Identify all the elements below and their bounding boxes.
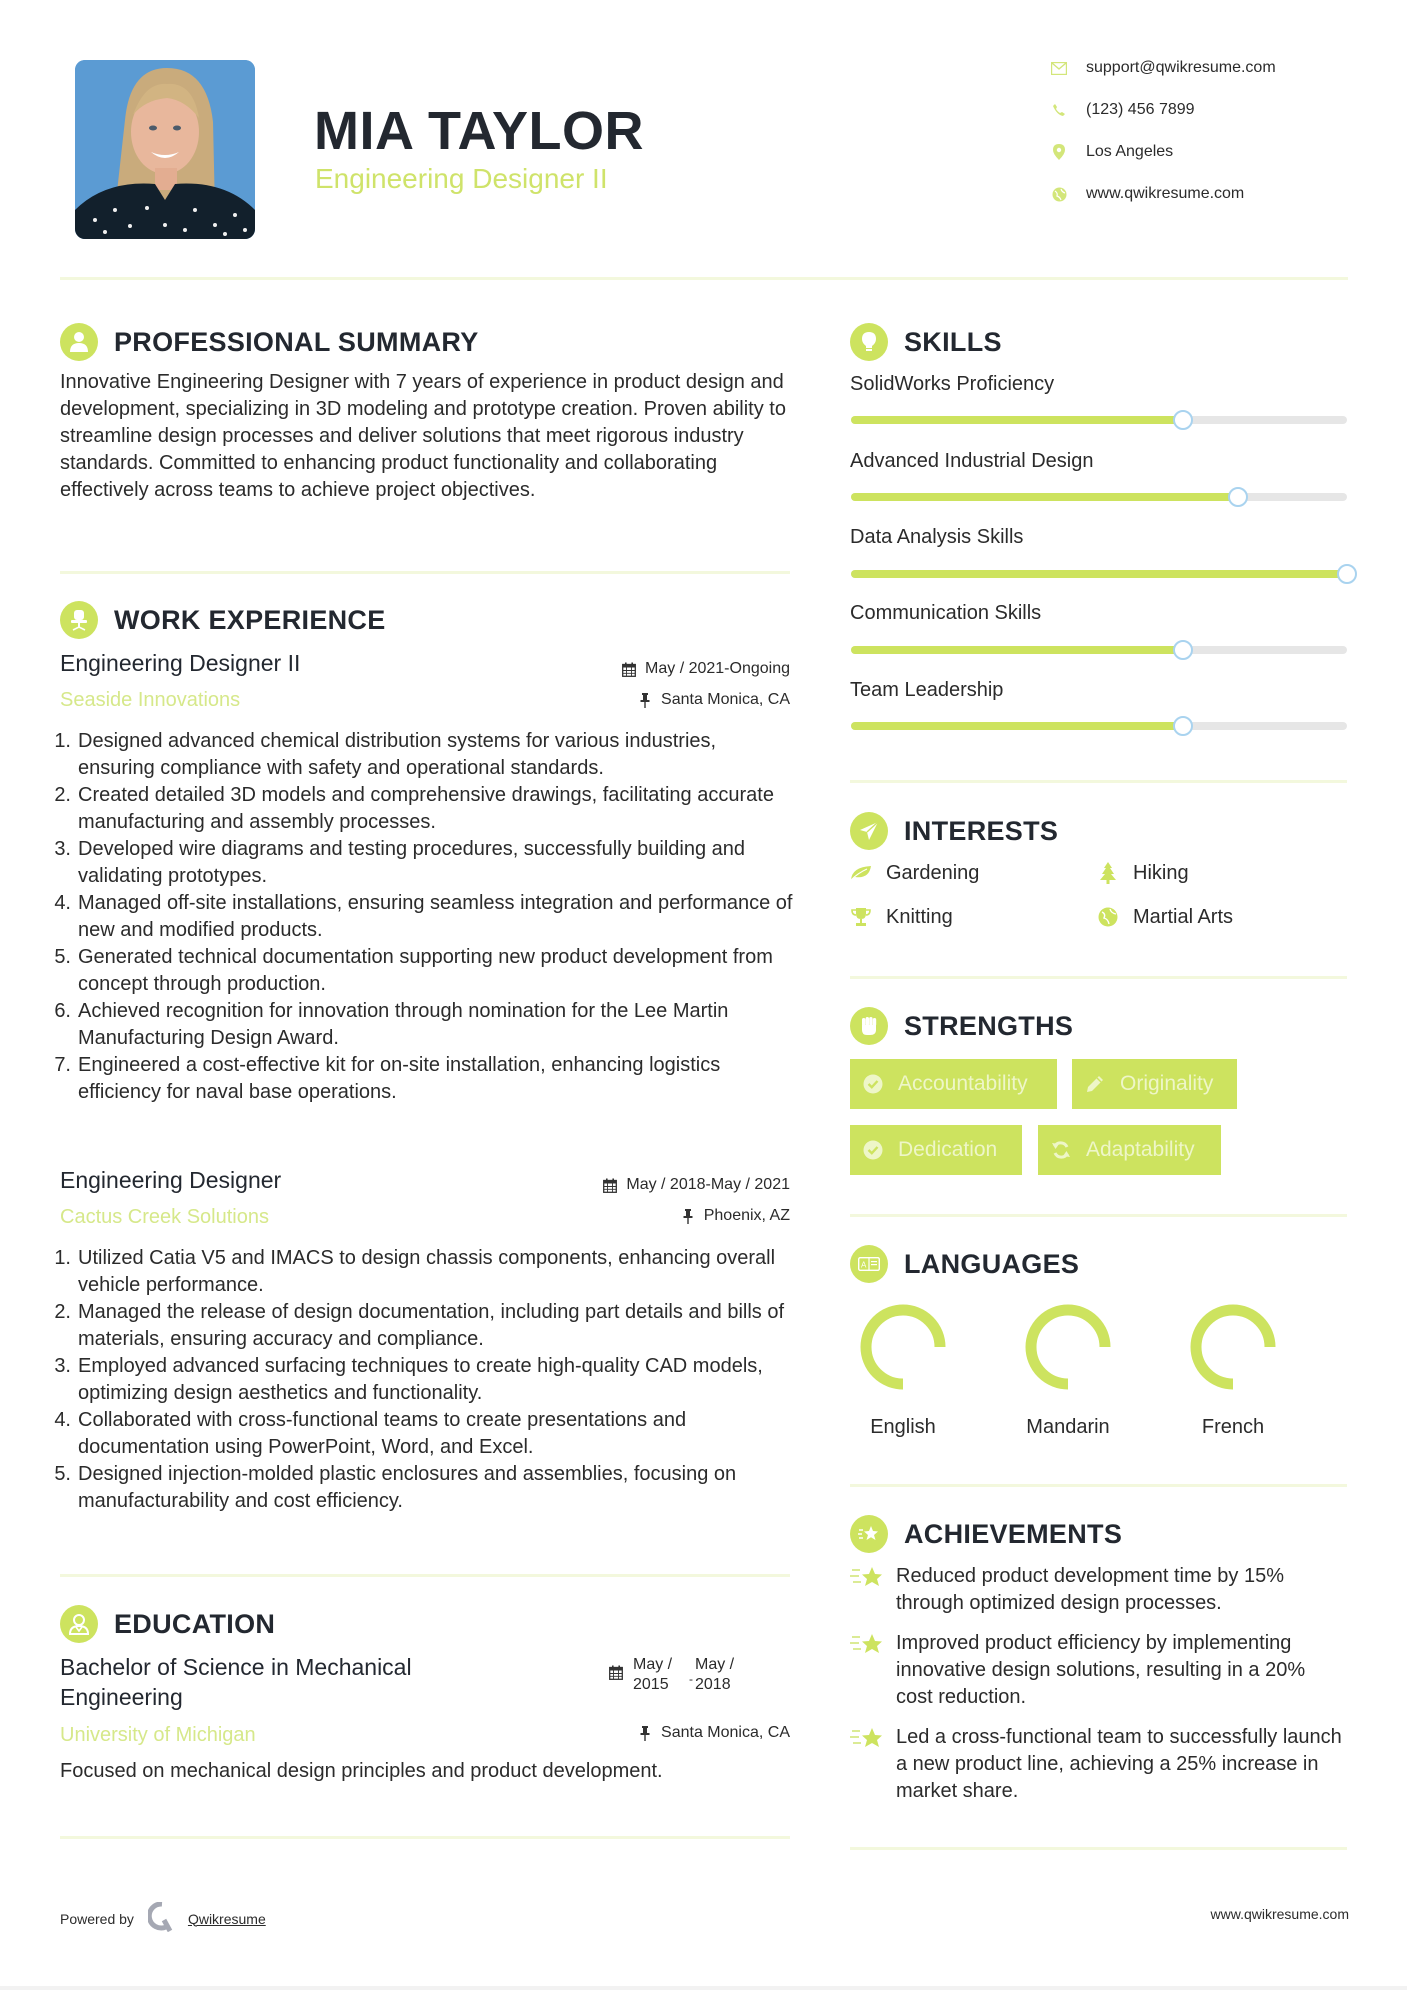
star-badge-icon bbox=[850, 1515, 888, 1553]
job-1-bullet: 3. Developed wire diagrams and testing procedures, successfully building and validating prototypes. bbox=[54, 838, 746, 887]
job-1-location bbox=[637, 689, 790, 711]
job-1-bullet: 6. Achieved recognition for innovation through nomination for the Lee Martin Manufacturing Design Award. bbox=[54, 1000, 729, 1049]
achievement-item: Improved product efficiency by implementing innovative design solutions, resulting in a 20% cost reduction. bbox=[850, 1630, 1346, 1711]
language-ring-arc bbox=[1031, 1310, 1105, 1384]
profile-photo-image bbox=[75, 60, 255, 239]
work-divider bbox=[60, 1574, 790, 1577]
skill-bar-knob bbox=[1337, 564, 1357, 584]
skill-bar-knob bbox=[1173, 410, 1193, 430]
education-location bbox=[637, 1722, 790, 1744]
languages-heading bbox=[850, 1244, 1079, 1284]
job-1-dates-text: May / 2021-Ongoing bbox=[645, 660, 790, 677]
skill-bar-fill bbox=[851, 646, 1183, 654]
leaf-icon bbox=[850, 862, 872, 884]
job-2-bullet: 4. Collaborated with cross-functional teams to create presentations and documentation using PowerPoint, Word, and Excel. bbox=[54, 1409, 687, 1458]
skill-bar-knob bbox=[1173, 640, 1193, 660]
svg-text:A: A bbox=[861, 1260, 867, 1270]
globe-icon bbox=[1097, 906, 1119, 928]
skill-bar bbox=[851, 646, 1347, 654]
interests-title: INTERESTS bbox=[904, 815, 1059, 846]
summary-divider bbox=[60, 571, 790, 574]
skill-bar bbox=[851, 416, 1347, 424]
skill-bar-fill bbox=[851, 722, 1183, 730]
skill-label: Data Analysis Skills bbox=[850, 526, 1024, 548]
work-heading bbox=[60, 600, 386, 640]
job-1-bullet: 4. Managed off-site installations, ensuring seamless integration and performance of new and modified products. bbox=[54, 892, 793, 941]
skill-bar-fill bbox=[851, 570, 1347, 578]
job-1-role: Engineering Designer II bbox=[60, 650, 301, 676]
contact-email-text: support@qwikresume.com bbox=[1086, 59, 1276, 76]
skill-bar bbox=[851, 570, 1347, 578]
language-name: French bbox=[1201, 1416, 1265, 1438]
language-item bbox=[1008, 1302, 1128, 1439]
job-2-bullet: 1. Utilized Catia V5 and IMACS to design chassis components, enhancing overall vehicle performance. bbox=[54, 1247, 776, 1296]
strength-badge: Adaptability bbox=[1038, 1125, 1221, 1175]
skill-bar-knob bbox=[1173, 716, 1193, 736]
education-divider bbox=[60, 1836, 790, 1839]
map-pin-icon bbox=[1050, 143, 1068, 161]
achievement-item: Reduced product development time by 15% through optimized design processes. bbox=[850, 1563, 1346, 1617]
shooting-star-icon bbox=[850, 1630, 884, 1658]
education-start: May / 2015 bbox=[633, 1656, 673, 1693]
job-2-bullet: 2. Managed the release of design documentation, including part details and bills of materials, ensuring accuracy and compliance. bbox=[54, 1301, 785, 1350]
achievement-item: Led a cross-functional team to successfully launch a new product line, achieving a 25% increase in market share. bbox=[850, 1724, 1346, 1805]
job-2-location bbox=[680, 1205, 790, 1227]
trophy-icon bbox=[850, 906, 872, 928]
language-ring bbox=[858, 1302, 948, 1392]
strength-badge: Accountability bbox=[850, 1059, 1057, 1109]
calendar-icon bbox=[602, 1177, 618, 1193]
refresh-icon bbox=[1050, 1139, 1072, 1161]
education-degree: Bachelor of Science in Mechanical Engineering bbox=[60, 1654, 412, 1710]
job-2-location-text: Phoenix, AZ bbox=[703, 1207, 790, 1224]
interests-heading bbox=[850, 811, 1058, 851]
education-location-text: Santa Monica, CA bbox=[661, 1724, 790, 1741]
achievements-title: ACHIEVEMENTS bbox=[904, 1518, 1123, 1549]
job-1-bullet: 1. Designed advanced chemical distribution systems for various industries, ensuring compliance with safety and operational standards. bbox=[54, 730, 717, 779]
header-divider bbox=[60, 277, 1348, 280]
language-ring-arc bbox=[866, 1310, 940, 1384]
languages-title: LANGUAGES bbox=[904, 1248, 1080, 1279]
envelope-icon bbox=[1050, 59, 1068, 77]
tree-icon bbox=[1097, 862, 1119, 884]
office-chair-icon bbox=[60, 601, 98, 639]
interest-item: Martial Arts bbox=[1097, 903, 1233, 931]
candidate-name: MIA TAYLOR bbox=[314, 101, 645, 161]
job-1-location-text: Santa Monica, CA bbox=[661, 691, 790, 708]
interests-divider bbox=[850, 976, 1347, 979]
job-1-bullets bbox=[54, 728, 795, 1106]
skill-label: Communication Skills bbox=[850, 602, 1042, 624]
job-1-bullet: 5. Generated technical documentation supporting new product development from concept through production. bbox=[54, 946, 773, 995]
interest-item: Hiking bbox=[1097, 859, 1189, 887]
job-1-bullet: 7. Engineered a cost-effective kit for on-site installation, enhancing logistics efficiency for naval base operations. bbox=[54, 1054, 721, 1103]
contact-location bbox=[1050, 140, 1173, 164]
phone-icon bbox=[1050, 101, 1068, 119]
contact-website-text: www.qwikresume.com bbox=[1086, 185, 1245, 202]
contact-email[interactable] bbox=[1050, 56, 1276, 80]
skill-bar bbox=[851, 493, 1347, 501]
footer-website[interactable]: www.qwikresume.com bbox=[1210, 1906, 1349, 1922]
education-end: May / 2018 bbox=[695, 1656, 735, 1693]
language-item bbox=[843, 1302, 963, 1439]
fist-icon bbox=[850, 1007, 888, 1045]
education-heading bbox=[60, 1604, 275, 1644]
footer-powered-by bbox=[60, 1902, 266, 1935]
contact-website[interactable] bbox=[1050, 182, 1244, 206]
qwikresume-logo-icon bbox=[148, 1902, 176, 1935]
language-item bbox=[1173, 1302, 1293, 1439]
languages-divider bbox=[850, 1484, 1347, 1487]
globe-icon bbox=[1050, 185, 1068, 203]
education-date-separator: - bbox=[689, 1672, 693, 1686]
job-2-company: Cactus Creek Solutions bbox=[60, 1206, 269, 1228]
skills-heading bbox=[850, 322, 1002, 362]
summary-title: PROFESSIONAL SUMMARY bbox=[114, 326, 479, 357]
candidate-title: Engineering Designer II bbox=[315, 163, 608, 194]
skill-bar-knob bbox=[1228, 487, 1248, 507]
education-dates bbox=[609, 1655, 734, 1695]
pushpin-icon bbox=[637, 692, 653, 708]
profile-photo bbox=[75, 60, 255, 239]
work-title: WORK EXPERIENCE bbox=[114, 604, 386, 635]
language-name: English bbox=[870, 1416, 936, 1438]
graduate-icon bbox=[60, 1605, 98, 1643]
job-2-dates bbox=[602, 1174, 790, 1196]
check-circle-icon bbox=[862, 1139, 884, 1161]
skills-title: SKILLS bbox=[904, 326, 1002, 357]
contact-phone-text: (123) 456 7899 bbox=[1086, 101, 1195, 118]
skill-bar-fill bbox=[851, 416, 1183, 424]
qwikresume-link[interactable]: Qwikresume bbox=[187, 1910, 266, 1927]
job-2-bullet: 3. Employed advanced surfacing techniques to create high-quality CAD models, optimizing design aesthetics and functionality. bbox=[54, 1355, 763, 1404]
skill-label: Team Leadership bbox=[850, 679, 1004, 701]
achievements-heading bbox=[850, 1514, 1122, 1554]
shooting-star-icon bbox=[850, 1724, 884, 1752]
translate-icon bbox=[850, 1245, 888, 1283]
contact-phone[interactable] bbox=[1050, 98, 1195, 122]
summary-heading bbox=[60, 322, 479, 362]
strengths-divider bbox=[850, 1214, 1347, 1217]
achievements-divider bbox=[850, 1847, 1347, 1850]
lightbulb-icon bbox=[850, 323, 888, 361]
skill-bar bbox=[851, 722, 1347, 730]
strengths-title: STRENGTHS bbox=[904, 1010, 1074, 1041]
calendar-icon bbox=[621, 661, 637, 677]
language-ring bbox=[1023, 1302, 1113, 1392]
education-title: EDUCATION bbox=[114, 1608, 276, 1639]
language-ring-arc bbox=[1196, 1310, 1270, 1384]
job-1-bullet: 2. Created detailed 3D models and comprehensive drawings, facilitating accurate manufacturing and assembly processes. bbox=[54, 784, 774, 833]
education-description: Focused on mechanical design principles and product development. bbox=[60, 1760, 663, 1782]
pushpin-icon bbox=[680, 1208, 696, 1224]
interest-item: Gardening bbox=[850, 859, 979, 887]
summary-text: Innovative Engineering Designer with 7 years of experience in product design and development, specializing in 3D modeling and prototype creation. Proven ability to streamline design processes and deliver solutions that meet rigorous industry standards. Committed to enhancing product functionality and collaborating effectively across teams to achieve project objectives. bbox=[60, 371, 786, 501]
job-2-role: Engineering Designer bbox=[60, 1167, 282, 1193]
check-circle-icon bbox=[862, 1073, 884, 1095]
job-2-bullets bbox=[54, 1245, 795, 1515]
pushpin-icon bbox=[637, 1725, 653, 1741]
calendar-icon bbox=[609, 1665, 625, 1695]
powered-by-label: Powered by bbox=[60, 1910, 134, 1927]
page-bottom-edge bbox=[0, 1986, 1407, 1990]
shooting-star-icon bbox=[850, 1563, 884, 1591]
job-2-bullet: 5. Designed injection-molded plastic enclosures and assemblies, focusing on manufacturability and cost efficiency. bbox=[54, 1463, 737, 1512]
pencil-icon bbox=[1084, 1073, 1106, 1095]
skill-label: SolidWorks Proficiency bbox=[850, 373, 1055, 395]
job-1-dates bbox=[621, 658, 790, 680]
skill-label: Advanced Industrial Design bbox=[850, 450, 1094, 472]
job-1-company: Seaside Innovations bbox=[60, 689, 241, 711]
education-school: University of Michigan bbox=[60, 1724, 256, 1746]
language-name: Mandarin bbox=[1026, 1416, 1110, 1438]
contact-location-text: Los Angeles bbox=[1086, 143, 1174, 160]
strength-badge: Dedication bbox=[850, 1125, 1022, 1175]
skill-bar-fill bbox=[851, 493, 1238, 501]
paper-plane-icon bbox=[850, 812, 888, 850]
strengths-heading bbox=[850, 1006, 1073, 1046]
interest-item: Knitting bbox=[850, 903, 953, 931]
strength-badge: Originality bbox=[1072, 1059, 1237, 1109]
user-icon bbox=[60, 323, 98, 361]
language-ring bbox=[1188, 1302, 1278, 1392]
skills-divider bbox=[850, 780, 1347, 783]
job-2-dates-text: May / 2018-May / 2021 bbox=[626, 1176, 790, 1193]
